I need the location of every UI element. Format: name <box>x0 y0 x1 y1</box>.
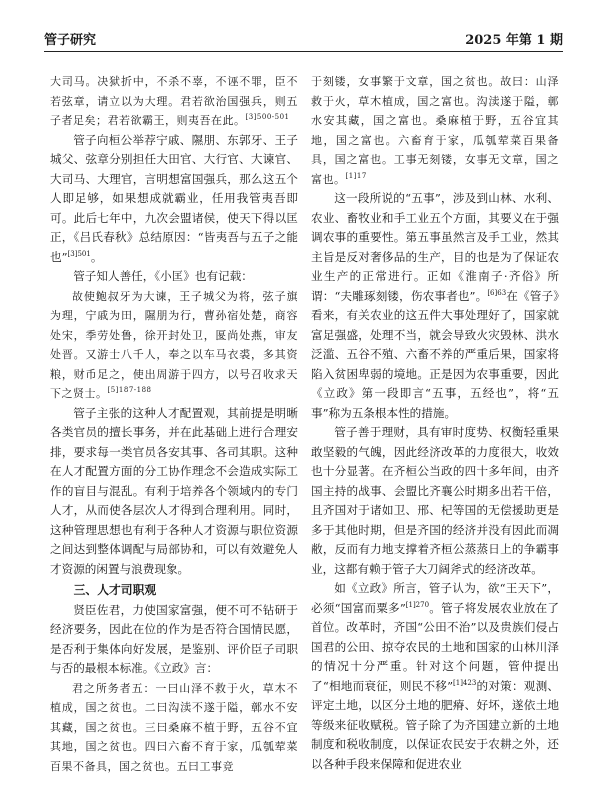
paragraph: 管子主张的这种人才配置观，其前提是明晰各类官员的擅长事务，并在此基础上进行合理安排，要求每一类官员各安其事、各司其职。这种在人才配置方面的分工协作理念不会造成实际工作的盲目与混乱。有利于培养各个领域内的专门人才，从而使各层次人才得到合理利用。同时，这种管理思想也有利于各种人才资源与职位资源之间达到整体调配与局部协和，可以有效避免人才资源的闲置与浪费现象。 <box>50 405 298 576</box>
citation: [3]501 <box>67 249 91 258</box>
citation: [3]500-501 <box>245 113 290 121</box>
quote-block: 君之所务者五：一曰山泽不救于火，草木不植成，国之贫也。二曰沟渎不遂于隘，鄣水不安其藏，国之贫也。三曰桑麻不植于野，五谷不宜其地，国之贫也。四曰六畜不育于家，瓜瓠荤菜百果不备具，国之贫也。五曰工事竞 <box>50 681 298 773</box>
citation: [1]270 <box>405 600 430 609</box>
citation: [1]17 <box>345 171 367 180</box>
running-header <box>44 26 563 52</box>
quote-block: 故使鲍叔牙为大谏，王子城父为将，弦子旗为理，宁戚为田，隰朋为行，曹孙宿处楚，商容处宋，季劳处鲁，徐开封处卫，匽尚处燕，审友处晋。又游士八千人，奉之以车马衣裘，多其资粮，财币足之，使出周游于四方，以号召收求天下之贤士。$^{[5]187-188}$ <box>50 289 298 400</box>
citation: [5]187-188 <box>107 386 152 394</box>
paragraph: 管子知人善任，《小匡》也有记载： <box>73 269 253 283</box>
quote-block: 于刻镂，女事繁于文章，国之贫也。故曰：山泽救于火，草木植成，国之富也。沟渎遂于隘，鄣水安其藏，国之富也。桑麻植于野，五谷宜其地，国之富也。六畜育于家，瓜瓠荤菜百果备具，国之富也。工事无刻镂，女事无文章，国之富也。$^{[1]17}$ <box>311 75 559 186</box>
left-column <box>50 72 298 776</box>
paragraph: 贤臣佐君，力使国家富强，便不可不钻研于经济要务，因此在位的作为是否符合国情民愿，是否利于集体向好发展，是鉴别、评价臣子司职与否的最根本标准。《立政》言： <box>50 602 298 675</box>
right-column <box>311 72 559 774</box>
paragraph: 这一段所说的“五事”，涉及到山林、水利、农业、畜牧业和手工业五个方面，其要义在于强调农事的重要性。第五事虽然言及手工业，然其主旨是反对奢侈品的生产，目的也是为了保证农业生产的正常进行。正如《淮南子·齐俗》所谓：“夫雕琢刻镂，伤农事者也”。$^{[6]63}$在《管子》看来，有关农业的这五件大事处理好了，国家就富足强盛，处理不当，就会导致火灾毁林、洪水泛滥、五谷不殖、六畜不养的严重后果，国家将陷入贫困卑弱的境地。正是因为农事重要，因此《立政》第一段即言“五事，五经也”，将“五事”称为五条根本性的措施。 <box>311 191 559 420</box>
paragraph: 管子向桓公举荐宁戚、隰朋、东郭牙、王子城父、弦章分别担任大田官、大行官、大谏官、大司马、大理官，言明想富国强兵，那么这五个人即足够，如果想成就霸业，任用我管夷吾即可。此后七年中，九次会盟诸侯，使天下得以匡正，《吕氏春秋》总结原因：“皆夷吾与五子之能也”$^{[3]501}$。 <box>50 132 298 264</box>
paragraph: 如《立政》所言，管子认为，欲“王天下”，必须“国富而粟多”$^{[1]270}$。管子将发展农业放在了首位。改革时，齐国“公田不治”以及贵族们侵占国君的公田、掠夺农民的土地和国家的山林川泽的情况十分严重。针对这个问题，管仲提出了“相地而衰征，则民不移”$^{[1]423}$的对策：观测、评定土地，以区分土地的肥瘠、好坏，遂依土地等级来征收赋税。管子除了为齐国建立新的土地制度和税收制度，以保证农民安于农耕之外，还以各种手段来保障和促进农业 <box>311 581 559 771</box>
citation: [6]63 <box>487 288 507 297</box>
citation: [1]423 <box>453 678 477 687</box>
section-heading: 三、人才司职观 <box>73 583 157 597</box>
issue-label: 2025 年第 1 期 <box>465 33 563 48</box>
paragraph: 管子善于理财，具有审时度势、权衡轻重果敢坚毅的气魄，因此经济改革的力度很大，收效也十分显著。在齐桓公当政的四十多年间，由齐国主持的战事、会盟比齐襄公时期多出若干倍，且齐国对于诸如卫、邢、杞等国的无偿援助更是多于其他时期，但是齐国的经济并没有因此而凋敝，反而有力地支撑着齐桓公蒸蒸日上的争霸事业，这都有赖于管子大刀阔斧式的经济改革。 <box>311 425 559 576</box>
quote-block: 大司马。决狱折中，不杀不辜，不诬不罪，臣不若弦章，请立以为大理。君若欲治国强兵，则五子者足矣；君若欲霸王，则夷吾在此。$^{[3]500-501}$ <box>50 75 298 127</box>
journal-title: 管子研究 <box>44 33 97 48</box>
